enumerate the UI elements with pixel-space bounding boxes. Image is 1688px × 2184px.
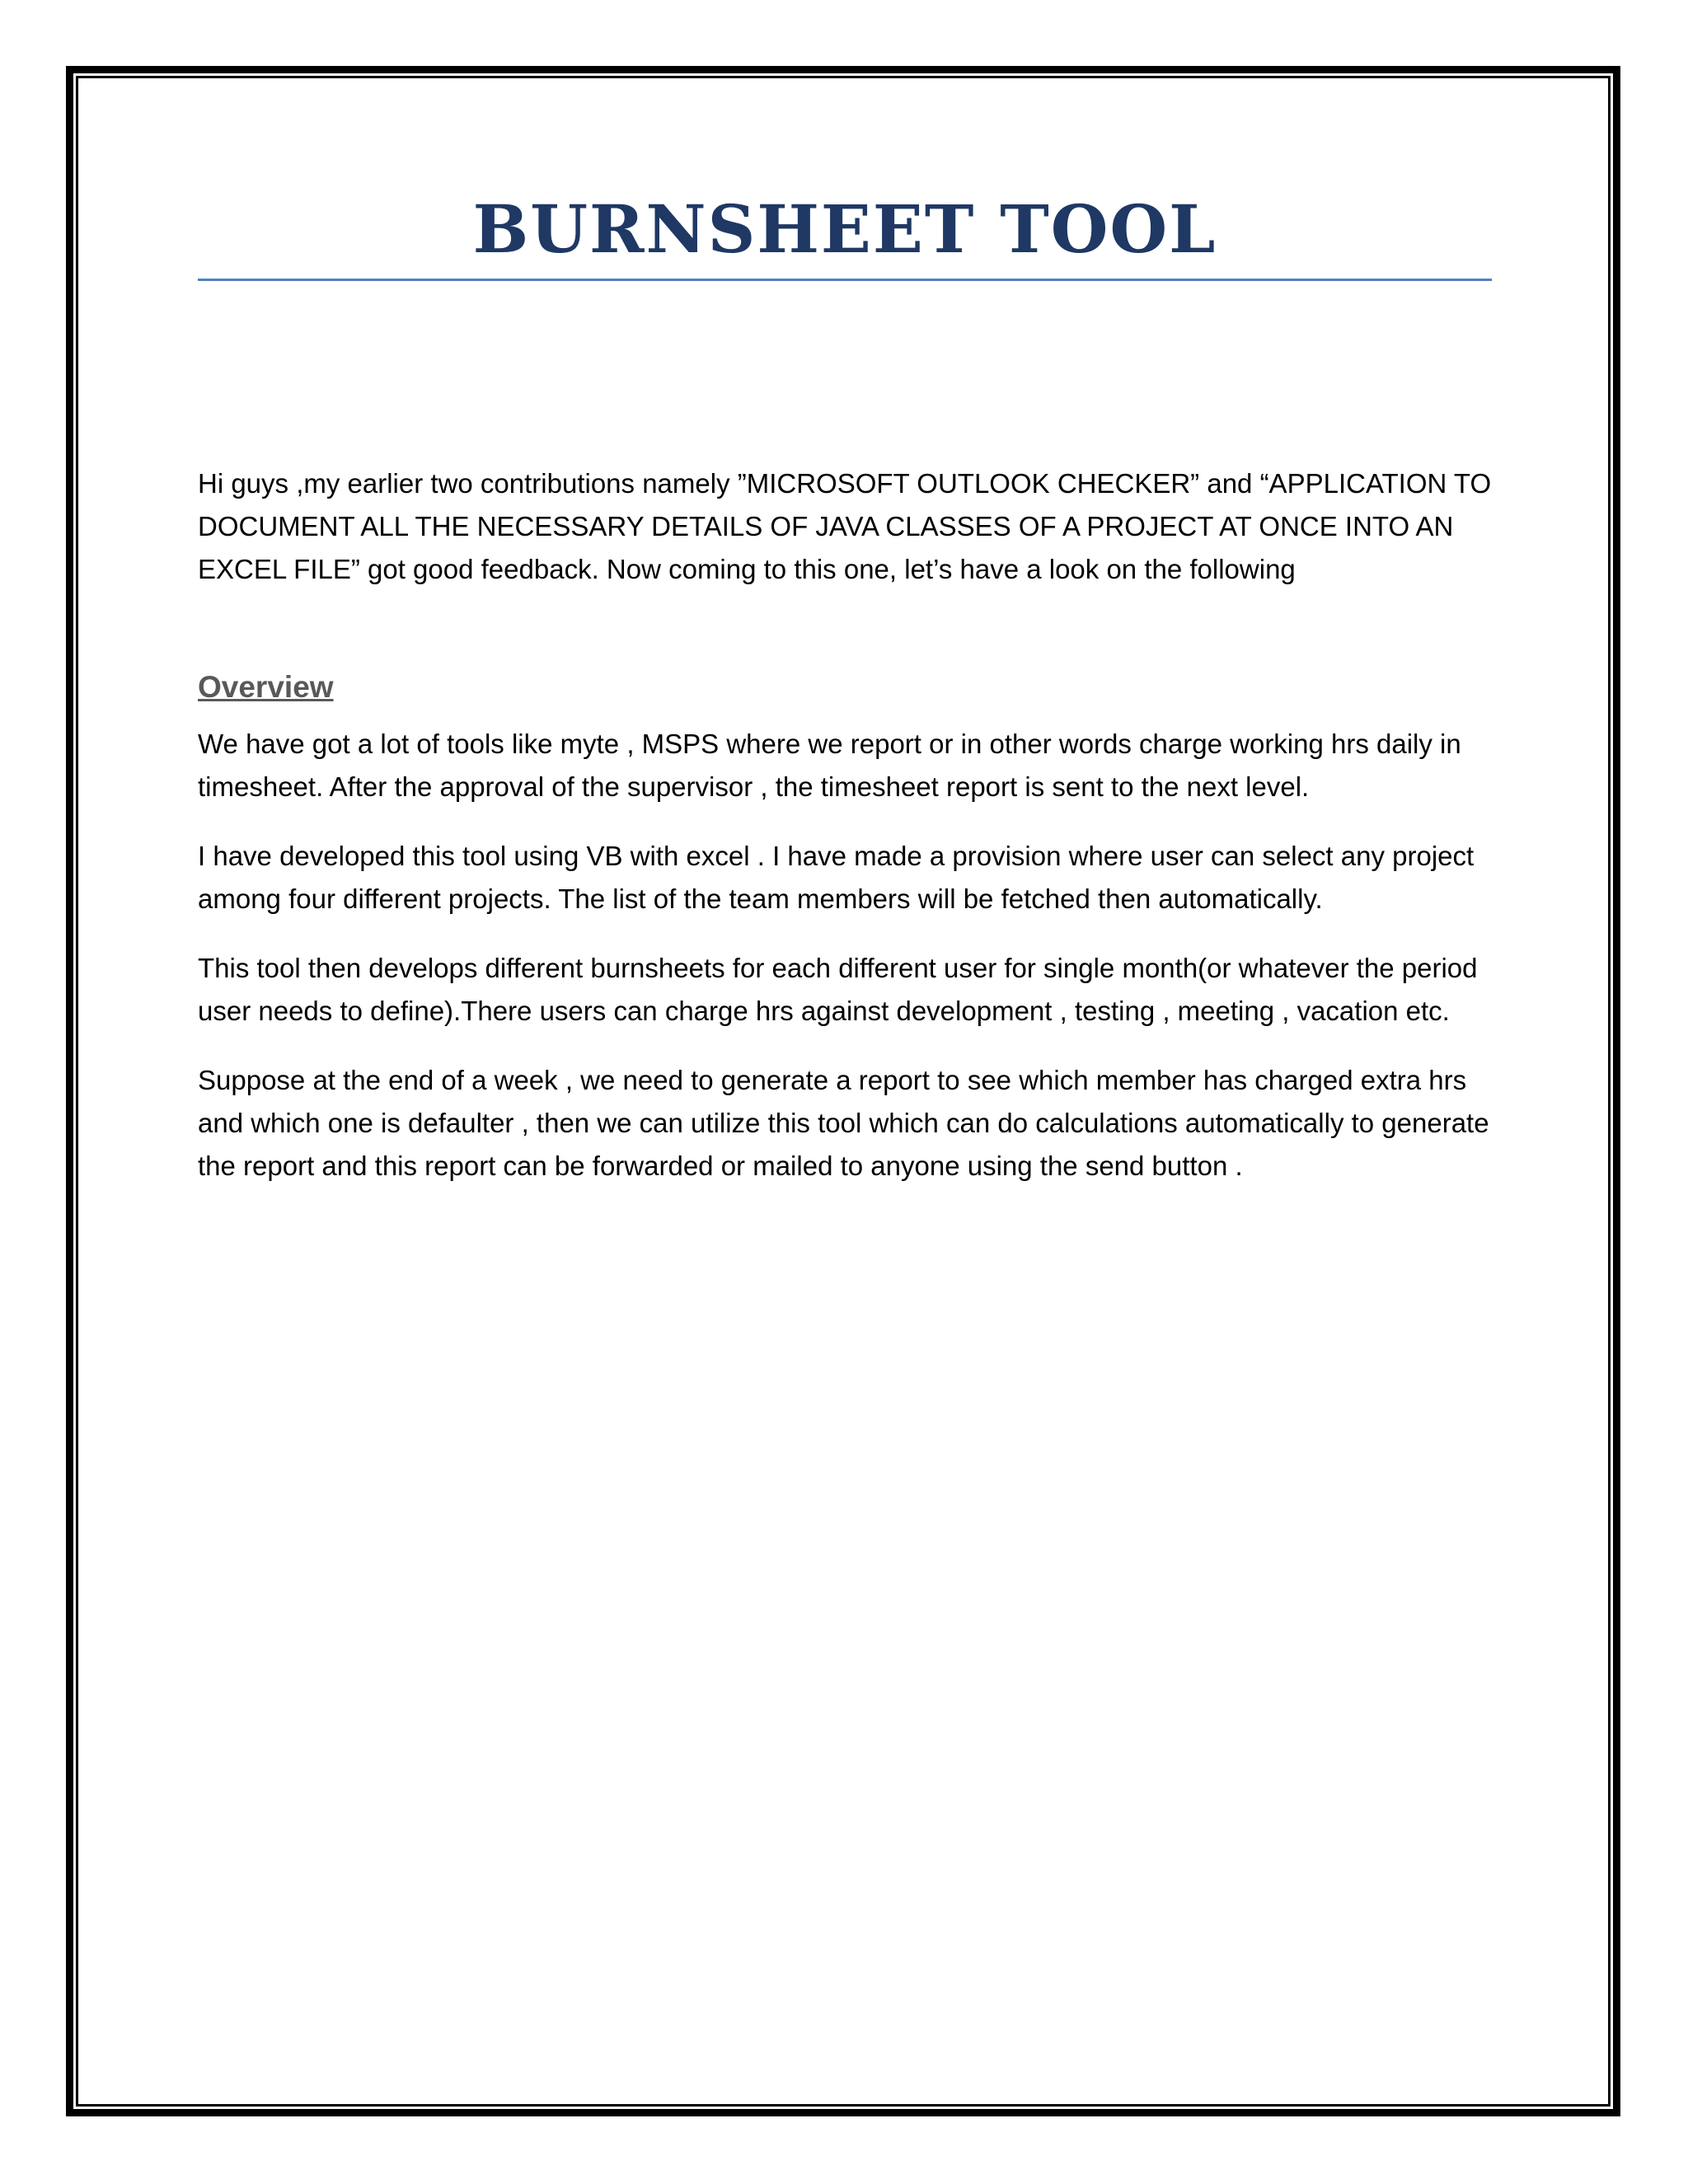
document-content <box>198 190 1492 1214</box>
overview-paragraph-3: This tool then develops different burnsheets for each different user for single month(or whatever the period user needs to define).There users can charge hrs against development , testing , meeting , vacation etc. <box>198 953 1478 1026</box>
title-underline-rule <box>198 279 1492 281</box>
overview-heading: Overview <box>198 670 334 704</box>
intro-paragraph: Hi guys ,my earlier two contributions namely ”MICROSOFT OUTLOOK CHECKER” and “APPLICATION TO DOCUMENT ALL THE NECESSARY DETAILS OF JAVA CLASSES OF A PROJECT AT ONCE INTO AN EXCEL FILE” got good feedback. Now coming to this one, let’s have a look on the following <box>198 468 1492 584</box>
overview-paragraph-1: We have got a lot of tools like myte , MSPS where we report or in other words charge working hrs daily in timesheet. After the approval of the supervisor , the timesheet report is sent to the next level. <box>198 729 1461 802</box>
intro-section <box>198 462 1492 591</box>
overview-paragraph-4: Suppose at the end of a week , we need to generate a report to see which member has charged extra hrs and which one is defaulter , then we can utilize this tool which can do calculations automatically to generate the report and this report can be forwarded or mailed to anyone using the send button . <box>198 1065 1489 1181</box>
overview-paragraph-2: I have developed this tool using VB with excel . I have made a provision where user can select any project among four different projects. The list of the team members will be fetched then automatically. <box>198 841 1475 914</box>
document-title: BURNSHEET TOOL <box>472 190 1217 268</box>
